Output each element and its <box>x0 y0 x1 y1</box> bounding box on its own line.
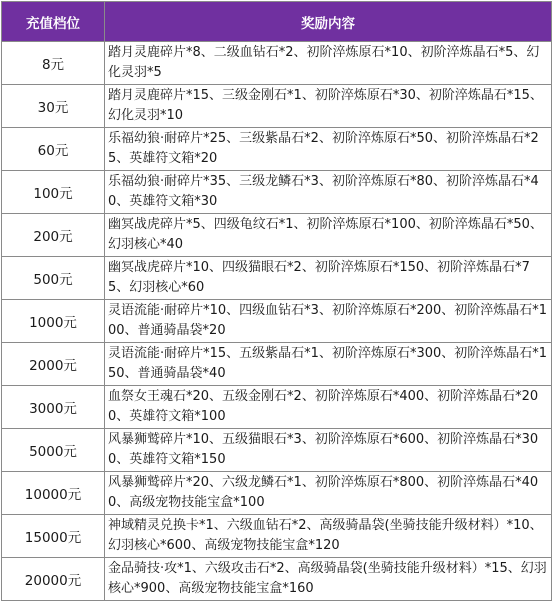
reward-cell: 风暴狮鹫碎片*20、六级龙鳞石*1、初阶淬炼原石*800、初阶淬炼晶石*400、高级宠物技能宝盒*100 <box>105 472 552 515</box>
table-row <box>2 171 552 214</box>
header-reward: 奖励内容 <box>105 2 552 42</box>
tier-cell: 1000元 <box>2 300 105 343</box>
reward-cell: 金品骑技·攻*1、六级攻击石*2、高级骑晶袋(坐骑技能升级材料）*15、幻羽核心*900、高级宠物技能宝盒*160 <box>105 558 552 601</box>
tier-cell: 2000元 <box>2 343 105 386</box>
reward-cell: 灵语流能·耐碎片*10、四级血钻石*3、初阶淬炼原石*200、初阶淬炼晶石*100、普通骑晶袋*20 <box>105 300 552 343</box>
table-header <box>2 2 552 42</box>
reward-cell: 乐福幼狼·耐碎片*35、三级龙鳞石*3、初阶淬炼原石*80、初阶淬炼晶石*40、英雄符文箱*30 <box>105 171 552 214</box>
tier-cell: 100元 <box>2 171 105 214</box>
reward-table <box>1 1 552 601</box>
tier-cell: 500元 <box>2 257 105 300</box>
tier-cell: 20000元 <box>2 558 105 601</box>
tier-cell: 60元 <box>2 128 105 171</box>
reward-cell: 幽冥战虎碎片*10、四级猫眼石*2、初阶淬炼原石*150、初阶淬炼晶石*75、幻羽核心*60 <box>105 257 552 300</box>
table-row <box>2 257 552 300</box>
table-row <box>2 128 552 171</box>
table-row <box>2 214 552 257</box>
table-row <box>2 472 552 515</box>
reward-cell: 乐福幼狼·耐碎片*25、三级紫晶石*2、初阶淬炼原石*50、初阶淬炼晶石*25、英雄符文箱*20 <box>105 128 552 171</box>
table-row <box>2 386 552 429</box>
tier-cell: 10000元 <box>2 472 105 515</box>
tier-cell: 15000元 <box>2 515 105 558</box>
header-tier: 充值档位 <box>2 2 105 42</box>
reward-cell: 踏月灵鹿碎片*15、三级金刚石*1、初阶淬炼原石*30、初阶淬炼晶石*15、幻化灵羽*10 <box>105 85 552 128</box>
table-row <box>2 343 552 386</box>
tier-cell: 8元 <box>2 42 105 85</box>
table-row <box>2 42 552 85</box>
table-row <box>2 300 552 343</box>
reward-cell: 血祭女王魂石*20、五级金刚石*2、初阶淬炼原石*400、初阶淬炼晶石*200、英雄符文箱*100 <box>105 386 552 429</box>
table-row <box>2 515 552 558</box>
reward-cell: 幽冥战虎碎片*5、四级龟纹石*1、初阶淬炼原石*100、初阶淬炼晶石*50、幻羽核心*40 <box>105 214 552 257</box>
reward-cell: 灵语流能·耐碎片*15、五级紫晶石*1、初阶淬炼原石*300、初阶淬炼晶石*150、普通骑晶袋*40 <box>105 343 552 386</box>
table-row <box>2 85 552 128</box>
tier-cell: 200元 <box>2 214 105 257</box>
reward-cell: 神域精灵兑换卡*1、六级血钻石*2、高级骑晶袋(坐骑技能升级材料）*10、幻羽核心*600、高级宠物技能宝盒*120 <box>105 515 552 558</box>
tier-cell: 5000元 <box>2 429 105 472</box>
reward-cell: 踏月灵鹿碎片*8、二级血钻石*2、初阶淬炼原石*10、初阶淬炼晶石*5、幻化灵羽*5 <box>105 42 552 85</box>
table-row <box>2 558 552 601</box>
tier-cell: 30元 <box>2 85 105 128</box>
reward-cell: 风暴狮鹫碎片*10、五级猫眼石*3、初阶淬炼原石*600、初阶淬炼晶石*300、英雄符文箱*150 <box>105 429 552 472</box>
tier-cell: 3000元 <box>2 386 105 429</box>
table-row <box>2 429 552 472</box>
